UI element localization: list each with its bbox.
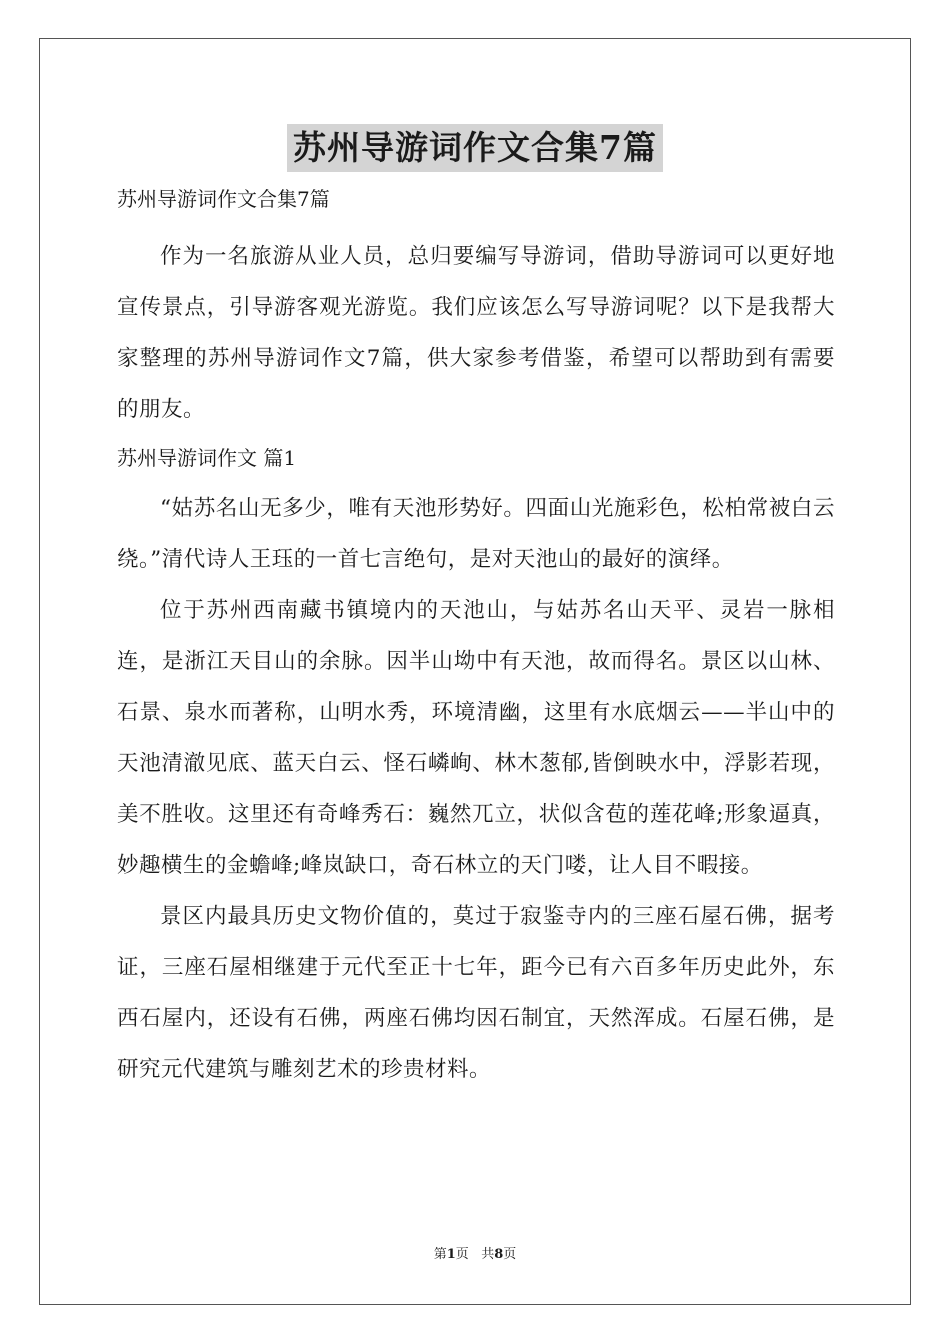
intro-paragraph: 作为一名旅游从业人员，总归要编写导游词，借助导游词可以更好地宣传景点，引导游客观光游览。我们应该怎么写导游词呢？以下是我帮大家整理的苏州导游词作文7篇，供大家参考借鉴，希望可以帮助到有需要的朋友。 bbox=[117, 244, 835, 422]
body-paragraph-1: “姑苏名山无多少，唯有天池形势好。四面山光施彩色，松柏常被白云绕。”清代诗人王珏的一首七言绝句，是对天池山的最好的演绎。 bbox=[117, 496, 835, 572]
document-title: 苏州导游词作文合集7篇 bbox=[287, 124, 663, 172]
footer-current-page: 1 bbox=[446, 1247, 456, 1262]
title-block bbox=[0, 124, 950, 172]
body-paragraph-3: 景区内最具历史文物价值的，莫过于寂鉴寺内的三座石屋石佛，据考证，三座石屋相继建于元代至正十七年，距今已有六百多年历史此外，东西石屋内，还设有石佛，两座石佛均因石制宜，天然浑成。石屋石佛，是研究元代建筑与雕刻艺术的珍贵材料。 bbox=[117, 904, 835, 1082]
footer-total-pages: 8 bbox=[494, 1247, 504, 1262]
body-paragraph-2: 位于苏州西南藏书镇境内的天池山，与姑苏名山天平、灵岩一脉相连，是浙江天目山的余脉。因半山坳中有天池，故而得名。景区以山林、石景、泉水而著称，山明水秀，环境清幽，这里有水底烟云——半山中的天池清澈见底、蓝天白云、怪石嶙峋、林木葱郁,皆倒映水中，浮影若现，美不胜收。这里还有奇峰秀石：巍然兀立，状似含苞的莲花峰;形象逼真，妙趣横生的金蟾峰;峰岚缺口，奇石林立的天门喽，让人目不暇接。 bbox=[117, 598, 835, 878]
section-heading: 苏州导游词作文 篇1 bbox=[117, 446, 297, 470]
footer-suffix: 页 bbox=[503, 1247, 517, 1262]
footer-mid: 页 共 bbox=[455, 1247, 495, 1262]
footer-prefix: 第 bbox=[433, 1247, 447, 1262]
document-body bbox=[117, 180, 835, 1095]
page-footer bbox=[0, 1245, 950, 1265]
document-subtitle: 苏州导游词作文合集7篇 bbox=[117, 187, 330, 211]
